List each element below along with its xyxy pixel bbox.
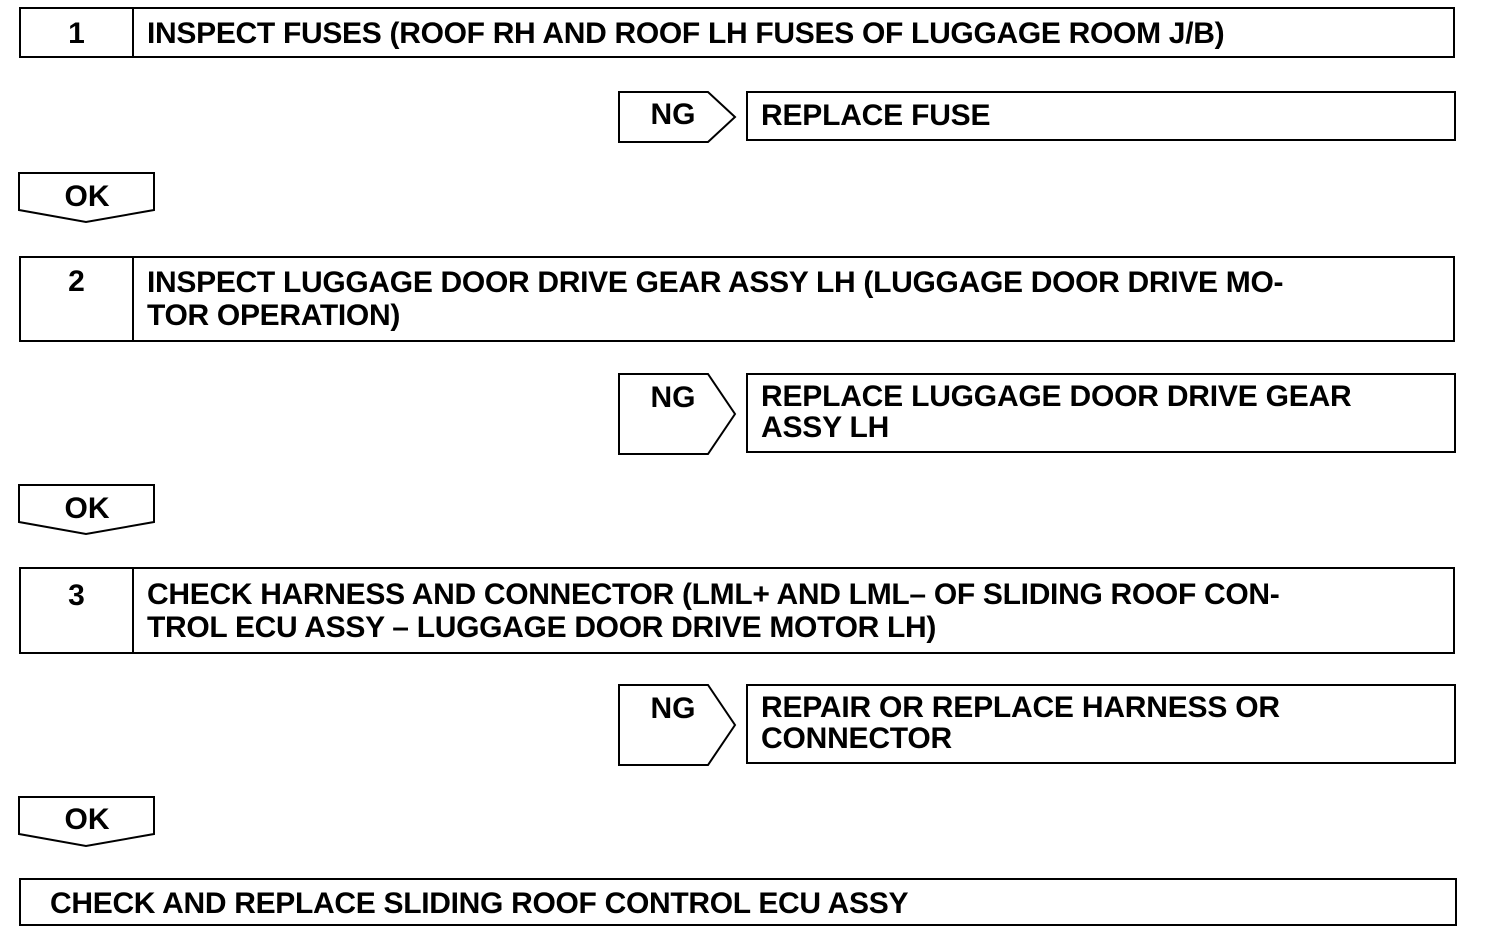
- step-3-ng-result-line: CONNECTOR: [761, 722, 952, 755]
- step-1-ng-result-line: REPLACE FUSE: [761, 99, 991, 132]
- step-2-title: [134, 258, 1453, 340]
- step-2-ng-label: NG: [650, 381, 696, 414]
- step-1-ok-label: OK: [64, 180, 110, 213]
- step-1-box: [19, 7, 1455, 58]
- step-2-ng-result-line: ASSY LH: [761, 411, 890, 444]
- step-1-ng-label: NG: [650, 98, 696, 131]
- step-2-title-line: INSPECT LUGGAGE DOOR DRIVE GEAR ASSY LH (LUGGAGE DOOR DRIVE MO-: [147, 266, 1284, 299]
- step-3-title-line: TROL ECU ASSY – LUGGAGE DOOR DRIVE MOTOR LH): [147, 611, 937, 644]
- step-2-ok-label: OK: [64, 492, 110, 525]
- step-3-ng-label: NG: [650, 692, 696, 725]
- final-action-box: CHECK AND REPLACE SLIDING ROOF CONTROL ECU ASSY: [19, 878, 1457, 926]
- step-1-number: 1: [21, 9, 134, 56]
- step-1-title: [134, 9, 1453, 56]
- step-2-number: 2: [21, 258, 134, 340]
- step-3-title: [134, 569, 1453, 652]
- step-3-ok-label: OK: [64, 803, 110, 836]
- step-3-ng-result: [746, 684, 1456, 764]
- step-3-box: [19, 567, 1455, 654]
- step-2-box: [19, 256, 1455, 342]
- step-2-ng-result-line: REPLACE LUGGAGE DOOR DRIVE GEAR: [761, 380, 1352, 413]
- step-2-title-line: TOR OPERATION): [147, 299, 401, 332]
- step-3-number: 3: [21, 569, 134, 652]
- step-3-title-line: CHECK HARNESS AND CONNECTOR (LML+ AND LML– OF SLIDING ROOF CON-: [147, 578, 1280, 611]
- step-3-ng-result-line: REPAIR OR REPLACE HARNESS OR: [761, 691, 1280, 724]
- step-2-ng-result: [746, 373, 1456, 453]
- step-1-ng-result: [746, 91, 1456, 141]
- step-1-title-line: INSPECT FUSES (ROOF RH AND ROOF LH FUSES OF LUGGAGE ROOM J/B): [147, 17, 1225, 50]
